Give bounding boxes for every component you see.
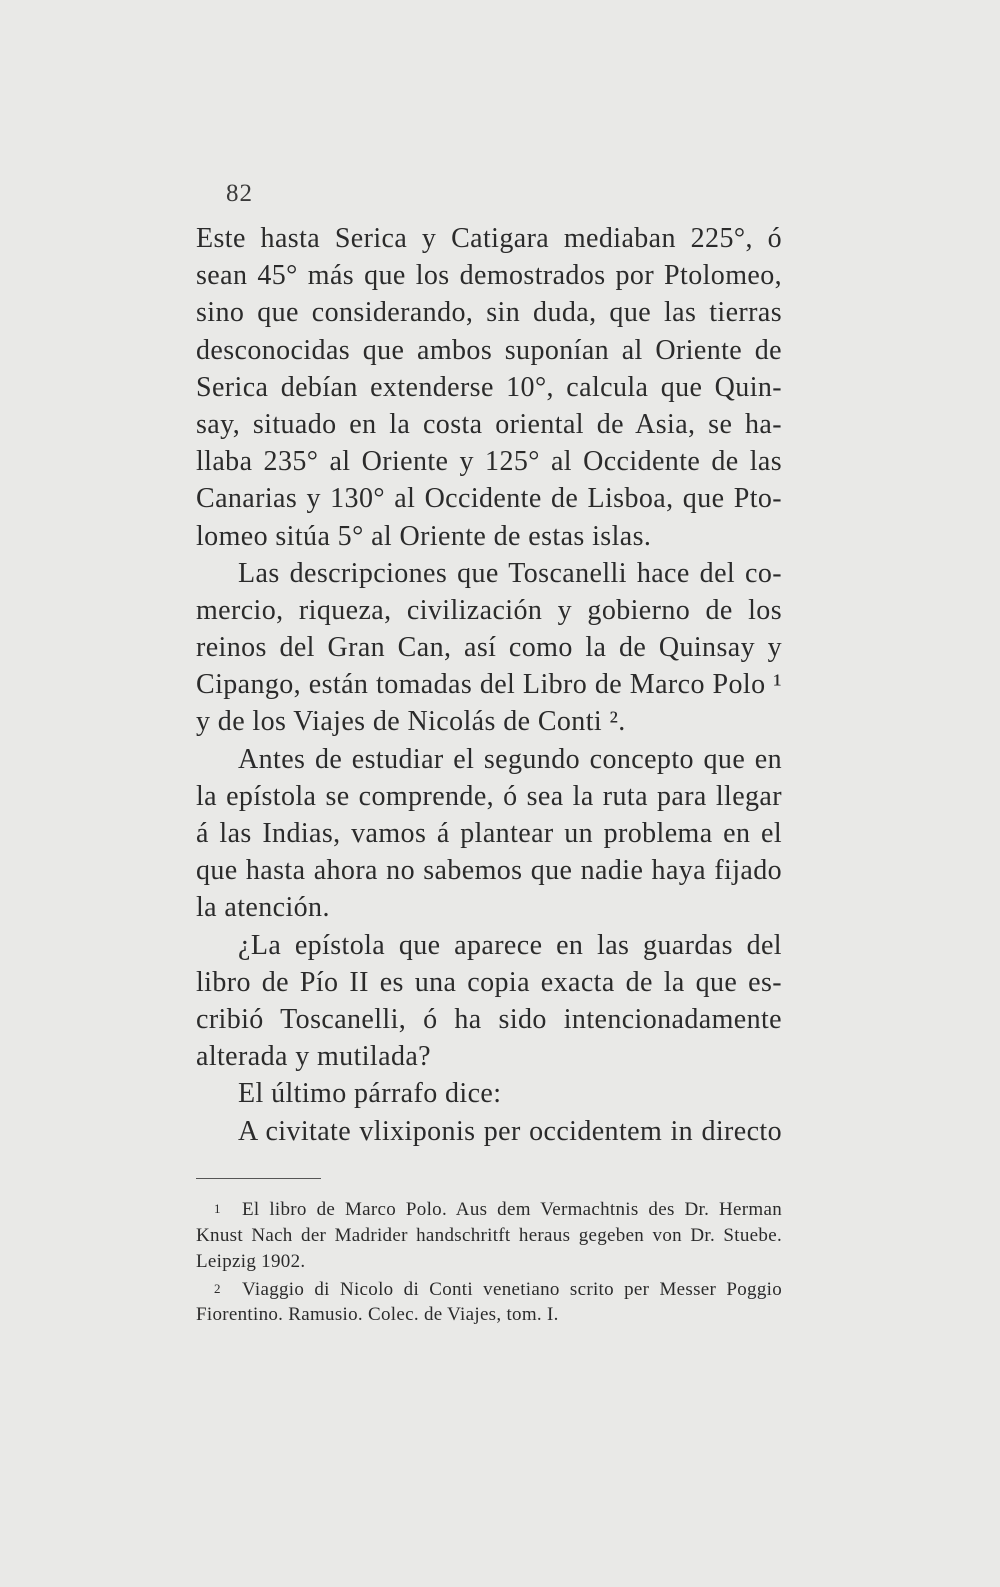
body-line: desconocidas que ambos suponían al Oriente de (196, 334, 782, 366)
body-line: que hasta ahora no sabemos que nadie haya fijado (196, 855, 782, 887)
body-line: sean 45° más que los demostrados por Ptolomeo, (196, 260, 782, 292)
body-line: Serica debían extenderse 10°, calcula que Quin- (196, 371, 782, 403)
footnote-1-line: Leipzig 1902. (196, 1251, 306, 1272)
body-line: sino que considerando, sin duda, que las tierras (196, 297, 782, 329)
footnote-divider (196, 1178, 321, 1179)
footnote-1-text: El libro de Marco Polo. Aus dem Vermachtnis des Dr. Herman (242, 1199, 782, 1220)
body-line: llaba 235° al Oriente y 125° al Occidente de las (196, 446, 782, 478)
footnote-2-line: Fiorentino. Ramusio. Colec. de Viajes, tom. I. (196, 1304, 559, 1325)
footnote-1-line: Knust Nach der Madrider handschritft heraus gegeben von Dr. Stuebe. (196, 1224, 782, 1246)
body-line: libro de Pío II es una copia exacta de la que es- (196, 966, 782, 998)
body-line: Cipango, están tomadas del Libro de Marco Polo ¹ (196, 669, 782, 701)
page-number: 82 (226, 180, 253, 207)
body-line: Canarias y 130° al Occidente de Lisboa, que Pto- (196, 483, 782, 515)
body-line: Las descripciones que Toscanelli hace del co- (238, 557, 782, 589)
footnote-2-mark: 2 (214, 1280, 221, 1296)
body-line: Este hasta Serica y Catigara mediaban 225°, ó (196, 223, 782, 254)
body-line: cribió Toscanelli, ó ha sido intencionadamente (196, 1003, 782, 1035)
body-line: la epístola se comprende, ó sea la ruta para llegar (196, 780, 782, 812)
footnote-1-mark: 1 (214, 1201, 221, 1216)
body-line: ¿La epístola que aparece en las guardas del (238, 929, 782, 961)
body-line: la atención. (196, 892, 330, 924)
body-line: Antes de estudiar el segundo concepto que en (238, 743, 782, 775)
body-line: lomeo sitúa 5° al Oriente de estas islas. (196, 520, 652, 552)
body-line: alterada y mutilada? (196, 1041, 431, 1073)
body-line: mercio, riqueza, civilización y gobierno de los (196, 594, 782, 626)
body-line: y de los Viajes de Nicolás de Conti ². (196, 706, 626, 738)
footnote-2-text: Viaggio di Nicolo di Conti venetiano scrito per Messer Poggio (242, 1278, 782, 1300)
body-line: á las Indias, vamos á plantear un problema en el (196, 818, 782, 849)
body-line: El último párrafo dice: (238, 1078, 502, 1110)
footnotes (196, 1196, 782, 1329)
footnote-2-line (196, 1276, 782, 1303)
body-line: A civitate vlixiponis per occidentem in directo (238, 1115, 782, 1147)
body-line: reinos del Gran Can, así como la de Quinsay y (196, 632, 782, 664)
footnote-1-line (196, 1196, 782, 1223)
body-text (196, 220, 782, 1150)
body-line: say, situado en la costa oriental de Asia, se ha- (196, 408, 782, 440)
